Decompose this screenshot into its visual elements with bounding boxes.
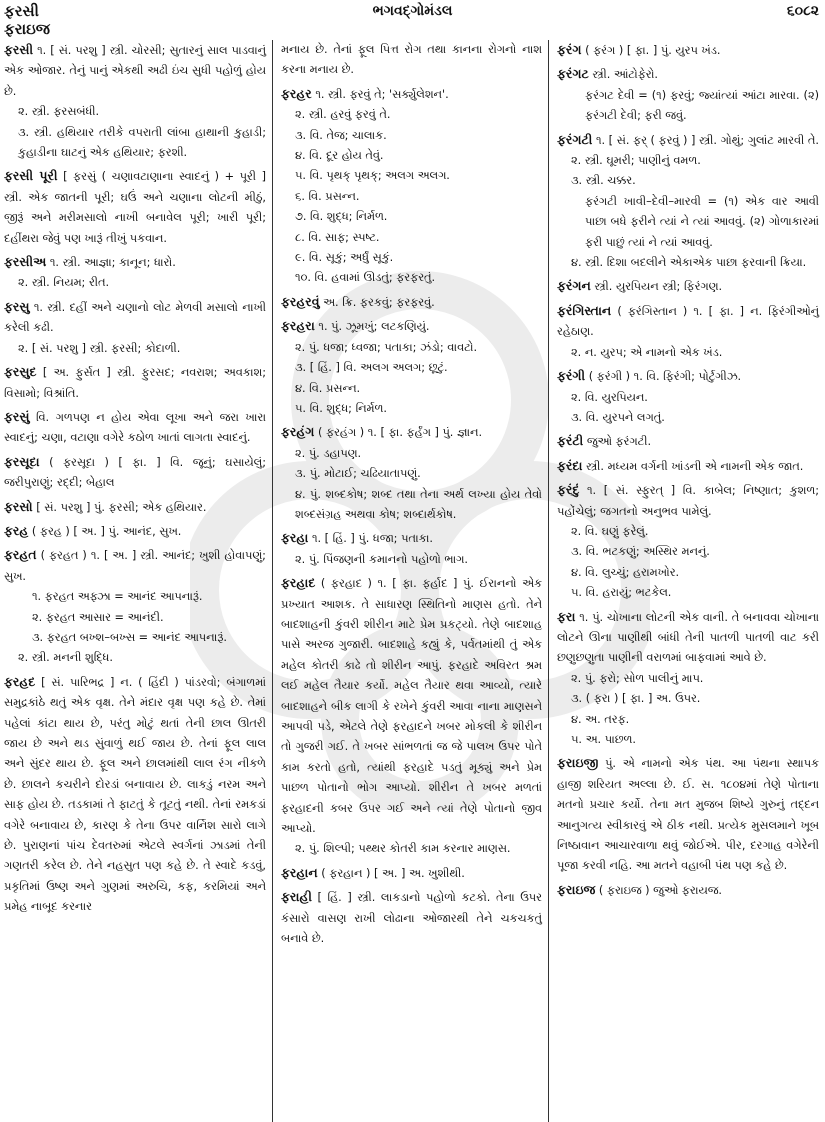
- definition-sense: ૪. પું. શબ્દકોષ; શબ્દ તથા તેના અર્થ લખ્યા હોય તેવો શબ્દસંગ્રહ અથવા કોષ; શબ્દાર્થકોષ.: [295, 487, 542, 521]
- dictionary-columns: [0, 40, 825, 1122]
- headword: ફરસી: [4, 42, 34, 57]
- definition-text: જુઓ ફરંગટી.: [586, 435, 652, 449]
- dictionary-entry: [4, 166, 266, 249]
- definition-sense: ૩. વિ. યુરપને લગતું.: [571, 410, 665, 424]
- definition-sense: ૩. ફરહત બખ્શ–બખ્સ = આનંદ આપનારૂં.: [32, 630, 227, 644]
- definition-sense: ૯. વિ. સૂકું; અર્ધું સૂકું.: [295, 251, 394, 265]
- headword: ફરાઇજી: [557, 755, 599, 771]
- definition-text: ( ફરંગ ) [ ફા. ] પું. યુરપ ખંડ.: [585, 44, 721, 57]
- definition-text: ( ફરહંગ ) ૧. [ ફા. ફર્હંગ ] પું. જ્ઞાન.: [318, 426, 483, 440]
- definition-text: [ હિં. ] સ્ત્રી. લાકડાનો પહોળો કટકો. તેના ઉપર કંસારો વાસણ રાખી લોઢાના ઓજારથી તેને ચકચકતું બનાવે છે.: [281, 891, 542, 946]
- definition-sense: ૪. અ. તરફ.: [571, 712, 630, 726]
- definition-text: [ ફરસું ( ચણાવટાણાના સ્વાદનું ) + પૂરી ] સ્ત્રી. એક જાતની પૂરી; ઘઉં અને ચણાના લોટની મીઠું, જીરૂં અને મરીમસાલો નાખી બનાવેલ પૂરી; ખારી પૂરી; દહીંથરા જેવું પણ ખારૂં તીખું પકવાન.: [4, 170, 266, 245]
- headword: ફરા: [557, 608, 576, 624]
- dictionary-entry: [557, 130, 819, 274]
- headword: ફરસું: [4, 408, 30, 424]
- definition-sense: ૨. વિ. યુરપિયન.: [571, 390, 648, 404]
- headword: ફરંદા: [557, 457, 583, 473]
- definition-sense: ૨. સ્ત્રી. નિયમ; રીત.: [18, 276, 110, 290]
- definition-sense: ૩. સ્ત્રી. હથિયાર તરીકે વપરાતી લાંબા હાથાની કુહાડી; કુહાડીના ઘાટનું એક હથિયાર; ફરશી.: [18, 125, 266, 160]
- definition-text: ( ફરાઇજ ) જુઓ ફરાયજ.: [598, 883, 722, 897]
- headword: ફરહરવું: [281, 293, 320, 309]
- definition-text: ૧. સ્ત્રી. આજ્ઞા; કાનૂન; ધારો.: [49, 256, 176, 270]
- definition-text: ૧. [ સં. ફર્ ( ફરવું ) ] સ્ત્રી. ગોથું; ગુલાંટ મારવી તે.: [595, 133, 819, 147]
- definition-sense: ફરંગટી ખાવી–દેવી–મારવી = (૧) એક વાર આવી પાછા બધે ફરીને ત્યાં ને ત્યાં આવવું. (૨) ગોળાકારમાં ફરી પાછું ત્યાં ને ત્યાં આવવું.: [585, 194, 819, 249]
- headword: ફરંગટ: [557, 66, 589, 82]
- dictionary-entry: [557, 880, 819, 901]
- dictionary-entry: [4, 297, 266, 359]
- definition-text: ૧. [ સં. પરશુ ] સ્ત્રી. ચોરસી; સુતારનું સાલ પાડવાનું એક ઓજાર. તેનું પાનું એકથી અઢી ઇંચ સુધી પહોળું હોય છે.: [4, 44, 267, 98]
- headword: ફરહદ: [4, 673, 36, 689]
- dictionary-entry: [4, 252, 266, 294]
- headword: ફરહાદ: [281, 575, 316, 591]
- guide-word-first: ફરસી: [4, 2, 39, 20]
- definition-sense: ૨. પું. ડહાપણ.: [295, 446, 362, 460]
- dictionary-entry: [281, 573, 542, 860]
- definition-sense: ૩. ( ફરા ) [ ફા. ] અ. ઉપર.: [571, 692, 701, 706]
- definition-sense: ૮. વિ. સાફ; સ્પષ્ટ.: [295, 230, 380, 244]
- dictionary-entry: [557, 301, 819, 363]
- dictionary-entry: [4, 521, 266, 542]
- dictionary-entry: [281, 528, 542, 570]
- dictionary-entry: [557, 40, 819, 61]
- headword: ફરહાન: [281, 864, 318, 880]
- definition-text: [ સં. પારિભદ્ર ] ન. ( હિંદી ) પાંડરવો; બંગાળમાં સમુદ્રકાંઠે થતું એક વૃક્ષ. તેને મંદાર વૃક્ષ પણ કહે છે. તેમાં પહેલાં કાંટા થાય છે, પરંતુ મોટું થતાં તેની છાલ ઊતરી જાય છે અને થડ સુંવાળું થઈ જાય છે. તેનાં ફૂલ લાલ અને સુંદર થાય છે. ફૂલ અને છાલમાંથી લાલ રંગ નીકળે છે. છાલને કચરીને દોરડાં બનાવાય છે. લાકડું નરમ અને સાફ હોય છે. તડકામાં તે ફાટતું કે તૂટતું નથી. તેનાં રમકડાં વગેરે બનાવાય છે, કારણ કે તેના ઉપર વાર્નિશ સારો લાગે છે. પુરાણનાં પાંચ દેવતરુમાં એટલે સ્વર્ગનાં ઝાડમાં તેની ગણતરી કરેલ છે. તેને નહસુત પણ કહે છે. તે સ્વાદે કડવું, પ્રકૃતિમાં ઉષ્ણ અને ગુણમાં અરુચિ, કફ, કરમિયાં અને પ્રમેહ નાબૂદ કરનાર: [4, 675, 266, 914]
- dictionary-entry: [281, 40, 542, 81]
- dictionary-entry: [281, 292, 542, 313]
- definition-sense: ૬. વિ. પ્રસન્ન.: [295, 189, 360, 203]
- definition-text: ( ફરસૂદા ) [ ફા. ] વિ. જૂનું; ઘસાયેલું; જરીપુરાણું; રદ્દી; બેહાલ: [4, 455, 266, 490]
- dictionary-entry: [4, 672, 266, 918]
- definition-text: ( ફરહાદ ) ૧. [ ફા. ફર્હાદ ] પું. ઈરાનનો એક પ્રખ્યાત આશક. તે સાધારણ સ્થિતિનો માણસ હતો. તેને બાદશાહની કુંવરી શીરીન માટે પ્રેમ પ્રકટ્યો. તેણે બાદશાહ પાસે અરજ ગુજારી. બાદશાહે કહ્યું કે, પર્વતમાંથી તું એક મહેલ કોતરી કાઢે તો શીરીન આપું. ફરહાદે અવિરત શ્રમ લઈ મહેલ તૈયાર કર્યો. મહેલ તૈયાર થવા આવ્યો, ત્યારે બાદશાહને બીક લાગી કે રખેને કુંવરી આવા નાના માણસને આપવી પડે, એટલે તેણે ફરહાદને ખબર મોકલી કે શીરીન તો ગુજરી ગઈ. તે ખબર સાંભળતાં જ જે પાલખ ઉપર પોતે કામ કરતો હતો, ત્યાંથી ફરહાદે પડતું મૂક્યું અને પ્રેમ પાછળ પોતાનો ભોગ આપ્યો. શીરીન તે ખબર મળતાં ફરહાદની કબર ઉપર ગઈ અને ત્યાં તેણે પોતાનો જીવ આપ્યો.: [281, 577, 542, 836]
- definition-text: [ સં. પરશુ ] પું. ફરસી; એક હથિયાર.: [36, 500, 207, 514]
- definition-sense: ૨. પું. શિલ્પી; પથ્થર કોતરી કામ કરનાર માણસ.: [295, 842, 511, 856]
- definition-sense: ૨. વિ. ઘણું ફરેલું.: [571, 524, 649, 538]
- definition-text: પું. એ નામનો એક પંથ. આ પંથના સ્થાપક હાજી શરિયત અલ્લા છે. ઈ. સ. ૧૮૦૪માં તેણે પોતાના મતનો પ્રચાર કર્યો. તેના મત મુજબ શિષ્યે ગુરુનું તદ્દન આનુગત્ય સ્વીકારવું એ ઠીક નથી. પ્રત્યેક મુસલમાને ખૂબ નિષ્ઠાવાન આચારવાળા થવું જોઈએ. પીર, દરગાહ વગેરેની પૂજા કરવી નહિ. આ મતને વહાબી પંથ પણ કહે છે.: [557, 757, 819, 873]
- headword: ફરહા: [281, 530, 309, 546]
- guide-word-last: ફરાઇજ: [4, 20, 50, 38]
- headword: ફરસી પૂરી: [4, 168, 58, 184]
- definition-text: [ અ. ફુર્સત ] સ્ત્રી. ફુરસદ; નવરાશ; અવકાશ; વિસામો; વિશ્રાંતિ.: [4, 366, 267, 400]
- dictionary-entry: [557, 753, 819, 876]
- headword: ફરહત: [4, 547, 37, 563]
- definition-text: ( ફરંગી ) ૧. વિ. ફિરંગી; પોર્ટુગીઝ.: [588, 370, 742, 384]
- definition-sense: ૩. સ્ત્રી. ચક્કર.: [571, 174, 636, 188]
- headword: ફરંગી: [557, 368, 586, 384]
- definition-sense: ૫. વિ. હરાયું; ભટકેલ.: [571, 586, 672, 600]
- definition-sense: ૨. સ્ત્રી. મનની શુદ્ધિ.: [18, 651, 113, 665]
- definition-text: મનાય છે. તેનાં ફૂલ પિત્ત રોગ તથા કાનના રોગનો નાશ કરના મનાય છે.: [281, 43, 542, 77]
- dictionary-entry: [281, 84, 542, 289]
- definition-text: ૧. [ હિં. ] પું. ધજા; પતાકા.: [311, 532, 433, 546]
- dictionary-entry: [557, 276, 819, 297]
- definition-text: ૧. સ્ત્રી. ફરવું તે; 'સર્ક્યુલેશન'.: [315, 87, 449, 101]
- definition-sense: ૩. [ હિં. ] વિ. અલગ અલગ; છૂટું.: [295, 361, 448, 375]
- dictionary-entry: [557, 480, 819, 603]
- definition-sense: ૧. ફરહત અફ્ઝા = આનંદ આપનારૂં.: [32, 590, 203, 604]
- dictionary-entry: [4, 545, 266, 668]
- dictionary-entry: [281, 887, 542, 949]
- column-3: [549, 40, 825, 1122]
- definition-sense: ૩. પું. મોટાઈ; ચઢિયાતાપણું.: [295, 467, 421, 481]
- definition-text: સ્ત્રી. આંટોફેરો.: [592, 68, 659, 82]
- definition-sense: ૨. સ્ત્રી. ઘૂમરી; પાણીનું વમળ.: [571, 154, 701, 168]
- definition-sense: ૫. વિ. પૃથક્ પૃથક્; અલગ અલગ.: [295, 169, 450, 183]
- dictionary-entry: [4, 362, 266, 404]
- definition-sense: ૨. પું. પિંજણની કમાનનો પહોળો ભાગ.: [295, 552, 469, 566]
- definition-text: સ્ત્રી. મધ્યમ વર્ગની ખાંડની એ નામની એક જાત.: [586, 459, 804, 473]
- headword: ફરસીઅ: [4, 254, 47, 270]
- definition-sense: ૩. વિ. ભટકણું; અસ્થિર મનનું.: [571, 545, 710, 559]
- definition-sense: ૨. સ્ત્રી. ફરસબંધી.: [18, 105, 100, 119]
- headword: ફરહર: [281, 85, 312, 101]
- headword: ફરંગિસ્તાન: [557, 302, 612, 318]
- dictionary-entry: [557, 366, 819, 428]
- definition-sense: ૨. [ સં. પરશુ ] સ્ત્રી. ફરસી; કોદાળી.: [18, 341, 181, 355]
- definition-text: ( ફરહ ) [ અ. ] પું. આનંદ, સુખ.: [31, 524, 182, 538]
- definition-sense: ૨. સ્ત્રી. હરવું ફરવું તે.: [295, 108, 391, 122]
- column-1: [0, 40, 273, 1122]
- headword: ફરંગટી: [557, 131, 593, 147]
- definition-text: સ્ત્રી. યુરપિયન સ્ત્રી; ફિરંગણ.: [594, 280, 723, 294]
- dictionary-entry: [281, 863, 542, 884]
- headword: ફરાહી: [281, 889, 312, 905]
- definition-text: અ. ક્રિ. ફરકવું; ફરફરવું.: [323, 295, 435, 309]
- headword: ફરંગન: [557, 278, 591, 294]
- headword: ફરસુ: [4, 298, 30, 314]
- dictionary-entry: [4, 407, 266, 449]
- dictionary-entry: [557, 456, 819, 477]
- headword: ફરહ: [4, 522, 29, 538]
- running-title: ભગવદ્ગોમંડલ: [372, 3, 453, 19]
- headword: ફરસૂદા: [4, 453, 40, 469]
- column-2: [273, 40, 549, 1122]
- definition-sense: ૩. વિ. તેજ; ચાલાક.: [295, 128, 387, 142]
- dictionary-entry: [4, 40, 266, 163]
- dictionary-entry: [557, 64, 819, 126]
- definition-text: ૧. [ સં. સ્ફુરત્ ] વિ. કાબેલ; નિષ્ણાત; કુશળ; પહોંચેલું; જગતનો અનુભવ પામેલું.: [557, 484, 819, 518]
- page-number: ૬૦૮૨: [786, 3, 819, 19]
- headword: ફરહરા: [281, 318, 315, 334]
- definition-text: ( ફરંગિસ્તાન ) ૧. [ ફા. ] ન. ફિરંગીઓનું રહેઠાણ.: [557, 304, 819, 339]
- page-header: [0, 0, 825, 40]
- definition-text: ૧. સ્ત્રી. દહીં અને ચણાનો લોટ મેળવી મસાલો નાખી કરેલી કઢી.: [4, 300, 266, 335]
- dictionary-entry: [557, 431, 819, 452]
- headword: ફરંગ: [557, 42, 582, 57]
- definition-sense: ૨. પું. ધજા; ધ્વજા; પતાકા; ઝંડો; વાવટો.: [295, 340, 478, 354]
- definition-sense: ૭. વિ. શુદ્ધ; નિર્મળ.: [295, 210, 388, 224]
- headword: ફરાઇજ: [557, 881, 596, 897]
- definition-sense: ૪. વિ. દૂર હોય તેવું.: [295, 149, 384, 163]
- dictionary-entry: [4, 497, 266, 518]
- headword: ફરસો: [4, 498, 33, 514]
- headword: ફરંદું: [557, 482, 580, 498]
- definition-sense: ૪. સ્ત્રી. દિશા બદલીને એકાએક પાછા ફરવાની ક્રિયા.: [571, 256, 807, 270]
- definition-text: ૧. પું. ઝૂમખું; લટકણિયું.: [318, 320, 430, 334]
- headword: ફરંટી: [557, 433, 584, 449]
- definition-sense: ૨. ન. યુરપ; એ નામનો એક ખંડ.: [571, 345, 723, 359]
- dictionary-entry: [281, 316, 542, 419]
- definition-sense: ૫. અ. પાછળ.: [571, 733, 636, 746]
- headword: ફરસુદ: [4, 364, 37, 380]
- definition-sense: ૧૦. વિ. હવામાં ઊડતું; ફરફરતું.: [295, 271, 436, 285]
- definition-text: વિ. ગળપણ ન હોય એવા લૂખા અને જરા ખારા સ્વાદનું; ચણા, વટાણા વગેરે કઠોળ ખાતાં લાગતા સ્વાદનું.: [4, 410, 266, 445]
- definition-sense: ૫. વિ. શુદ્ધ; નિર્મળ.: [295, 401, 387, 415]
- dictionary-entry: [281, 422, 542, 525]
- dictionary-entry: [557, 607, 819, 751]
- definition-sense: ફરંગટ દેવી = (૧) ફરવું; જ્યાંત્યાં આંટા મારવા. (૨) ફરંગટી દેવી; ફરી જવું.: [585, 88, 819, 123]
- definition-text: ( ફરહત ) ૧. [ અ. ] સ્ત્રી. આનંદ; ખુશી હોવાપણું; સુખ.: [4, 549, 266, 583]
- definition-text: ૧. પું. ચોખાના લોટની એક વાની. તે બનાવવા ચોખાના લોટને ઊના પાણીથી બાંધી તેની પાતળી પાતળી વાટ કરી છણુછણુતા પાણીની વરાળમાં બાફવામાં આવે છે.: [557, 610, 820, 665]
- definition-text: ( ફરહાન ) [ અ. ] અ. ખુશીથી.: [321, 866, 465, 880]
- definition-sense: ૪. વિ. પ્રસન્ન.: [295, 381, 361, 395]
- headword: ફરહંગ: [281, 424, 315, 440]
- definition-sense: ૨. પું. ફરો; સોળ પાલીનું માપ.: [571, 671, 704, 685]
- dictionary-entry: [4, 452, 266, 494]
- definition-sense: ૨. ફરહત આસાર = આનંદી.: [32, 610, 164, 624]
- definition-sense: ૪. વિ. લુચ્ચું; હરામખોર.: [571, 565, 680, 579]
